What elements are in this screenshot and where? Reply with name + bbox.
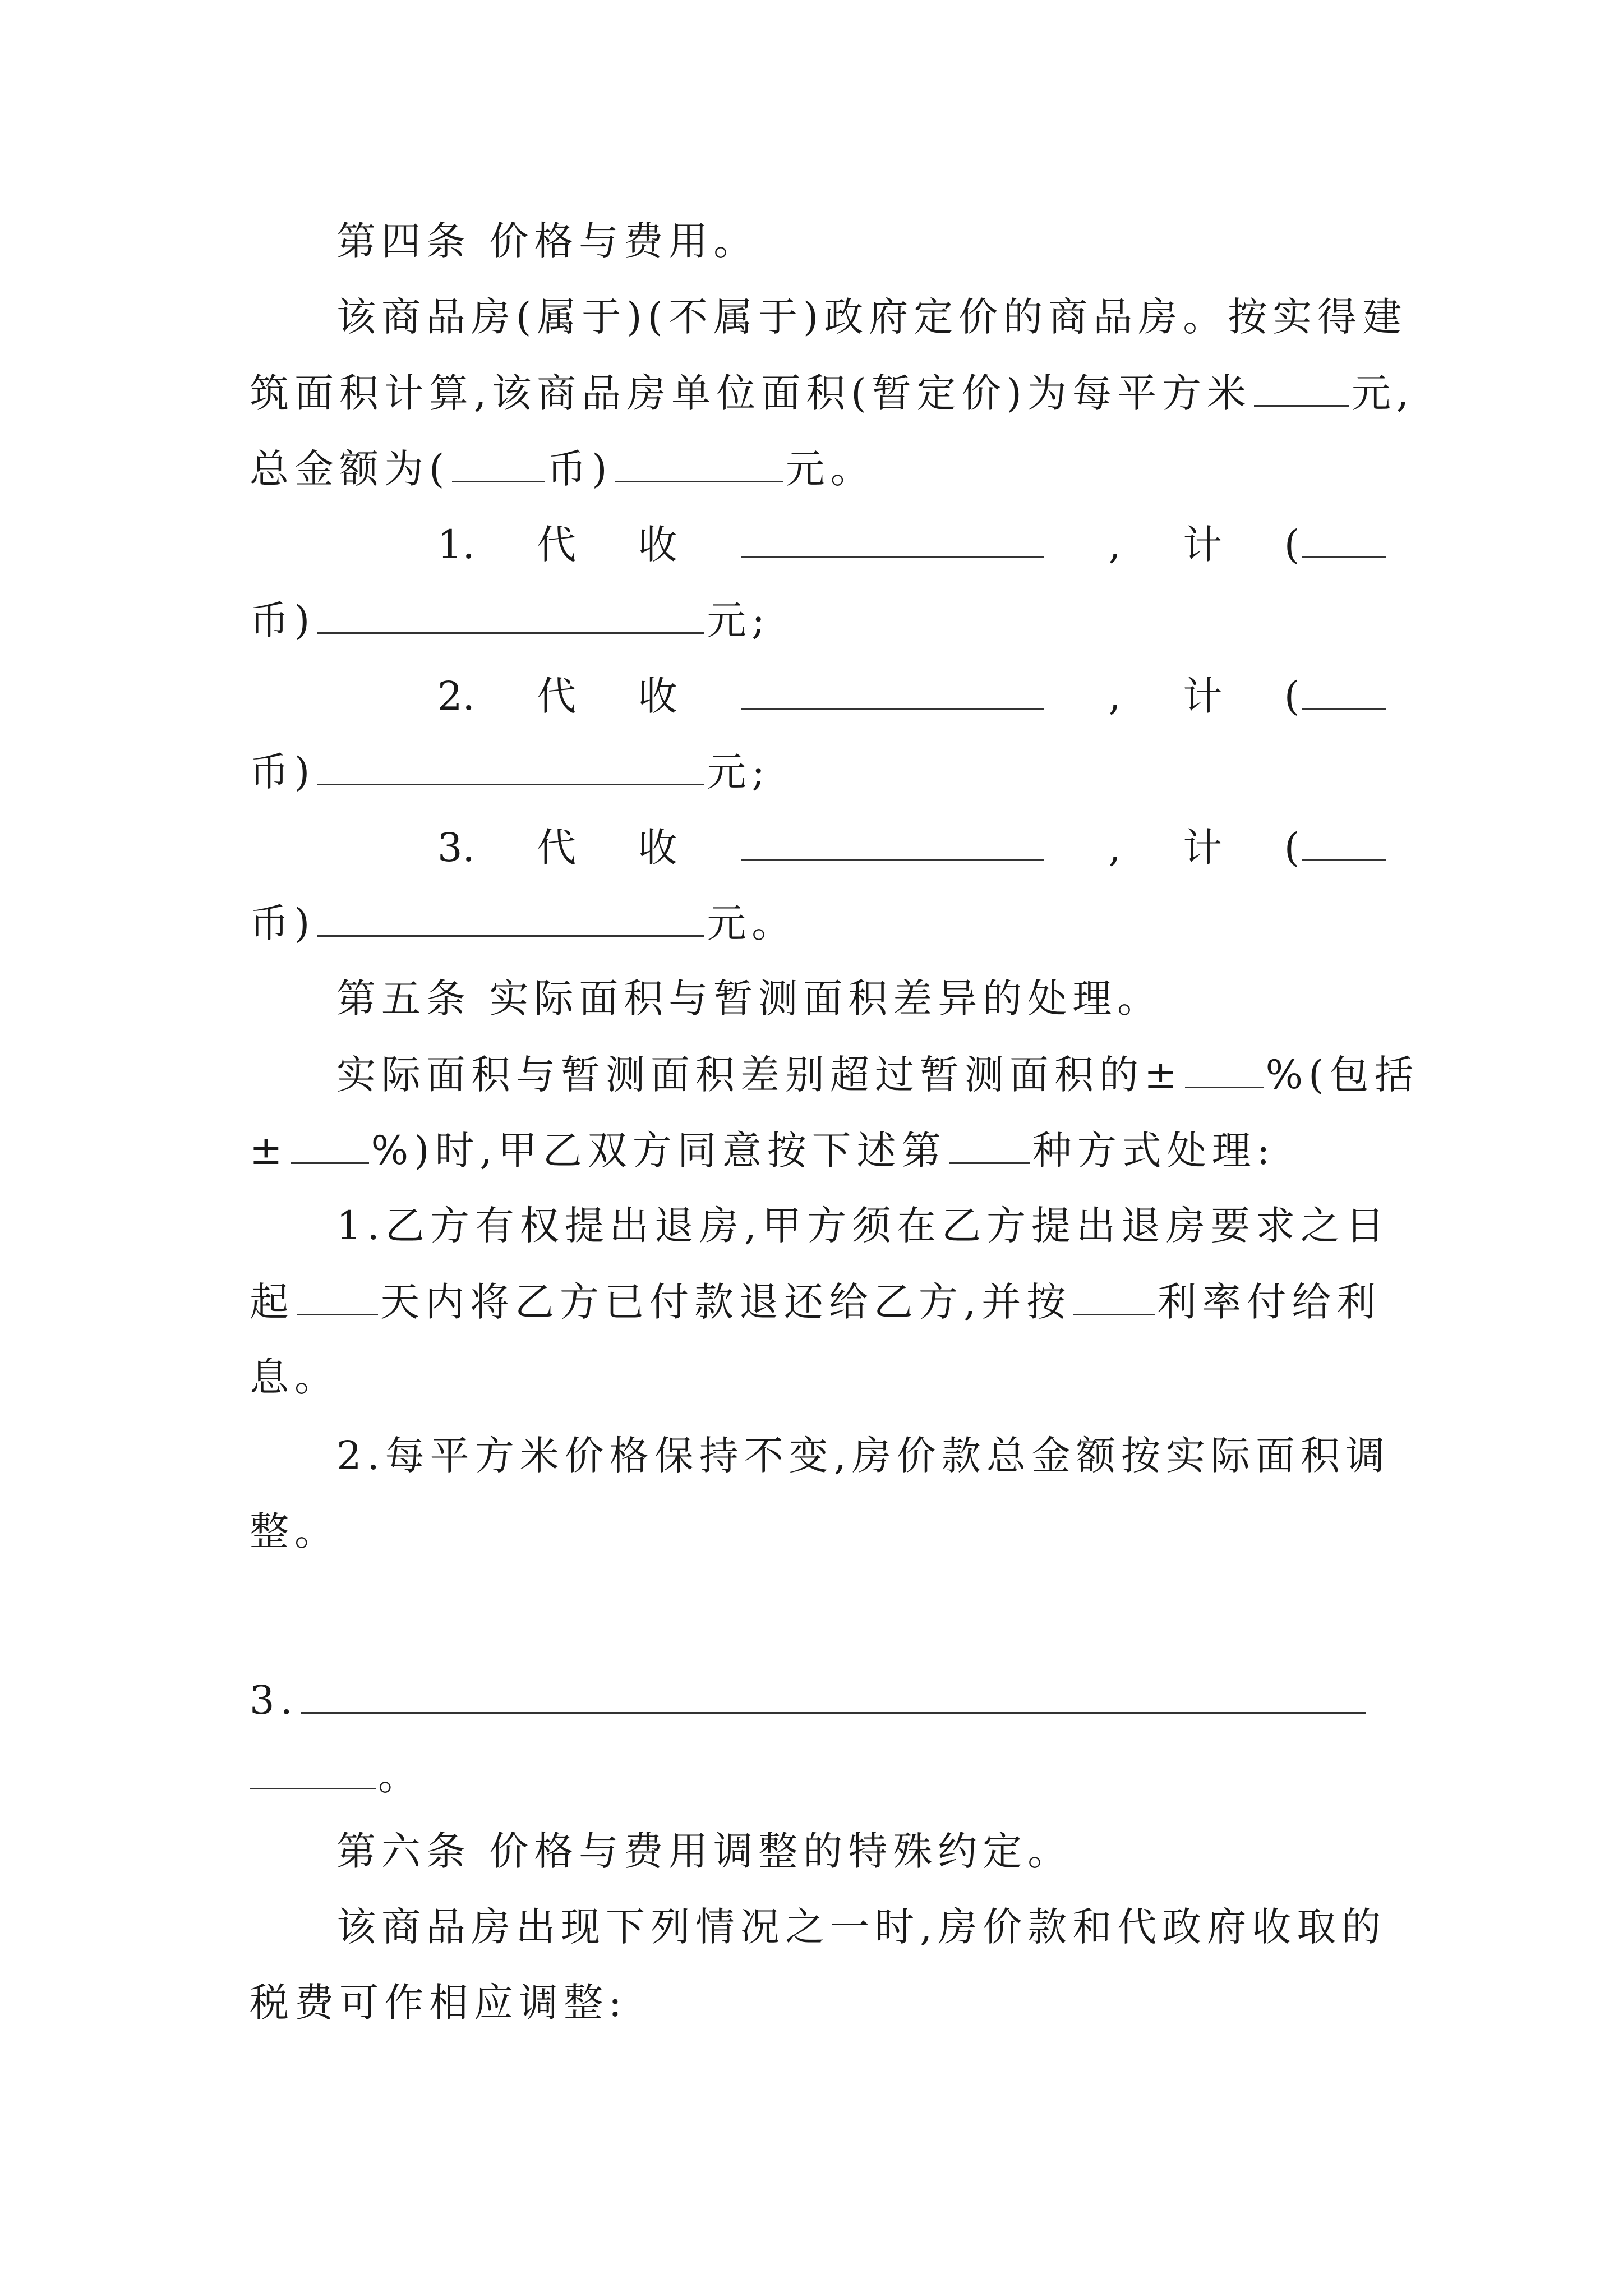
option1-qi: 起: [250, 1279, 294, 1325]
item-yuan: 元;: [707, 749, 771, 795]
included-percent-blank[interactable]: [291, 1122, 369, 1164]
item-currency-blank[interactable]: [1302, 668, 1386, 710]
currency-suffix: 币): [547, 446, 613, 492]
item-number: 3.: [437, 825, 475, 871]
item-word-dai: 代: [537, 825, 577, 871]
item-currency-blank[interactable]: [1302, 819, 1386, 861]
item-comma: ,: [1108, 825, 1121, 871]
total-amount-suffix: 元。: [785, 446, 875, 492]
option3-blank[interactable]: [301, 1672, 1366, 1714]
plus-minus-sign: ±: [250, 1128, 288, 1174]
option2-line2: 整。: [250, 1508, 339, 1554]
item-amount-blank[interactable]: [317, 743, 704, 785]
item-yuan: 元;: [707, 597, 771, 643]
item-number: 2.: [437, 673, 475, 719]
item-currency-suffix: 币): [250, 749, 316, 795]
article4-paragraph-line1: 该商品房(属于)(不属于)政府定价的商品房。按实得建: [336, 294, 1408, 340]
item-word-shou: 收: [638, 673, 677, 719]
collection-item-3-amount: [250, 895, 1388, 951]
item-name-blank[interactable]: [741, 668, 1044, 710]
article6-paragraph-line1: 该商品房出现下列情况之一时,房价款和代政府收取的: [336, 1904, 1387, 1950]
item-word-dai: 代: [537, 522, 577, 568]
area-diff-suffix: %(包括: [1265, 1052, 1419, 1098]
area-diff-percent-blank[interactable]: [1185, 1046, 1264, 1088]
area-diff-text: 实际面积与暂测面积差别超过暂测面积的±: [336, 1052, 1183, 1098]
method-text: %)时,甲乙双方同意按下述第: [371, 1128, 947, 1174]
item-paren: (: [1284, 825, 1299, 871]
method-suffix: 种方式处理:: [1032, 1128, 1276, 1174]
total-amount-blank[interactable]: [615, 440, 783, 482]
item-currency-suffix: 币): [250, 597, 316, 643]
item-amount-blank[interactable]: [317, 895, 704, 937]
article4-paragraph-line2: [250, 365, 1415, 421]
option1-line2: [250, 1273, 1388, 1329]
unit-price-text: 筑面积计算,该商品房单位面积(暂定价)为每平方米: [250, 370, 1252, 416]
option3-line2: [250, 1747, 1388, 1803]
article4-paragraph-line3: [250, 440, 1388, 496]
option3-number: 3.: [250, 1677, 298, 1723]
unit-price-blank[interactable]: [1254, 365, 1349, 407]
item-word-ji: 计: [1183, 673, 1223, 719]
option3-line1: [250, 1672, 1388, 1728]
collection-item-1: [437, 516, 1388, 572]
refund-days-blank[interactable]: [297, 1273, 378, 1315]
option1-line1: 1.乙方有权提出退房,甲方须在乙方提出退房要求之日: [336, 1203, 1391, 1249]
item-word-dai: 代: [537, 673, 577, 719]
option2-line1: 2.每平方米价格保持不变,房价款总金额按实际面积调: [336, 1433, 1391, 1479]
item-word-shou: 收: [638, 522, 677, 568]
article6-heading: 第六条 价格与费用调整的特殊约定。: [336, 1828, 1073, 1874]
article4-heading: 第四条 价格与费用。: [336, 218, 759, 264]
option3-continuation-blank[interactable]: [250, 1747, 376, 1789]
item-paren: (: [1284, 673, 1299, 719]
method-number-blank[interactable]: [949, 1122, 1030, 1164]
item-name-blank[interactable]: [741, 516, 1044, 558]
collection-item-2: [437, 668, 1388, 724]
option1-refund-text: 天内将乙方已付款退还给乙方,并按: [380, 1279, 1072, 1325]
collection-item-1-amount: [250, 592, 1388, 648]
total-amount-text: 总金额为(: [250, 446, 450, 492]
item-word-shou: 收: [638, 825, 677, 871]
interest-rate-blank[interactable]: [1073, 1273, 1155, 1315]
option1-line3: 息。: [250, 1354, 339, 1400]
item-number: 1.: [437, 522, 475, 568]
item-paren: (: [1284, 522, 1299, 568]
unit-price-suffix: 元,: [1351, 370, 1415, 416]
collection-item-2-amount: [250, 743, 1388, 799]
item-yuan: 元。: [707, 900, 797, 946]
currency-blank[interactable]: [452, 440, 545, 482]
article5-paragraph-line1: [336, 1046, 1419, 1102]
article6-paragraph-line2: 税费可作相应调整:: [250, 1980, 628, 2026]
item-word-ji: 计: [1183, 522, 1223, 568]
item-comma: ,: [1108, 673, 1121, 719]
item-comma: ,: [1108, 522, 1121, 568]
item-word-ji: 计: [1183, 825, 1223, 871]
option1-interest-text: 利率付给利: [1157, 1279, 1382, 1325]
option3-end: 。: [378, 1753, 423, 1799]
article5-heading: 第五条 实际面积与暂测面积差异的处理。: [336, 976, 1163, 1022]
item-name-blank[interactable]: [741, 819, 1044, 861]
item-amount-blank[interactable]: [317, 592, 704, 634]
item-currency-blank[interactable]: [1302, 516, 1386, 558]
item-currency-suffix: 币): [250, 900, 316, 946]
collection-item-3: [437, 819, 1388, 875]
article5-paragraph-line2: [250, 1122, 1388, 1178]
